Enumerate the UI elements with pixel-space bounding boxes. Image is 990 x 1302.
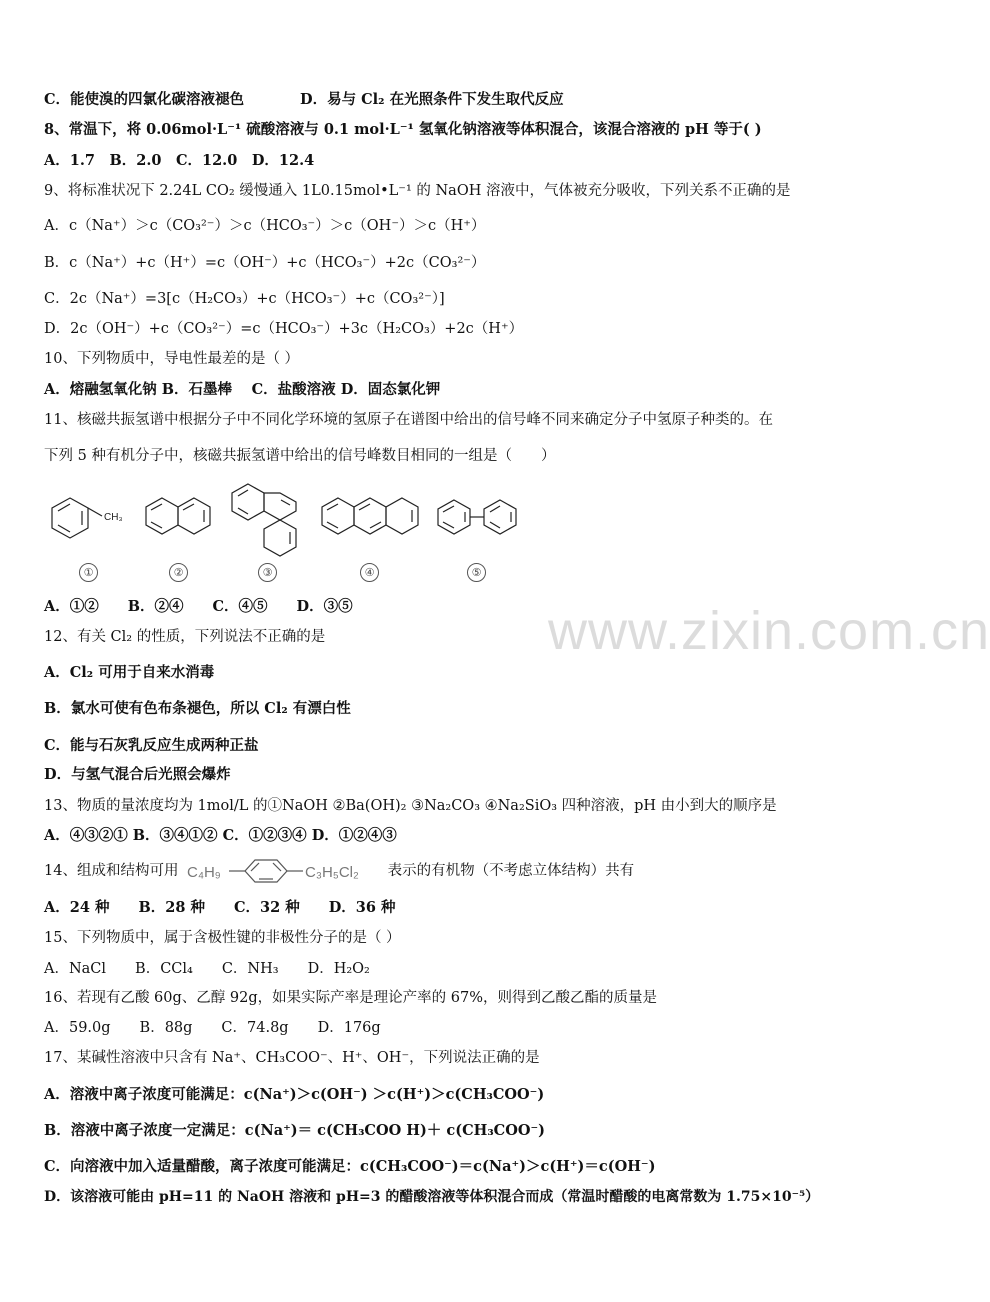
anthracene-structure [318,478,422,548]
q9-option-b: B．c（Na⁺）+c（H⁺）=c（OH⁻）+c（HCO₃⁻）+2c（CO₃²⁻） [44,255,486,271]
q17-stem: 17、某碱性溶液中只含有 Na⁺、CH₃COO⁻、H⁺、OH⁻，下列说法正确的是 [44,1050,540,1066]
ch3-label: CH₃ [104,512,123,523]
molecule-label-4: ④ [360,563,379,582]
q10-options: A．熔融氢氧化钠 B．石墨棒 C．盐酸溶液 D．固态氯化钾 [44,381,441,398]
phenanthrene-structure [226,480,308,550]
q13-options: A．④③②① B．③④①② C．①②③④ D．①②④③ [44,827,397,844]
q14-options: A．24 种 B．28 种 C．32 种 D．36 种 [44,899,396,916]
q14-structure-formula [185,856,381,886]
watermark: www.zixin.com.cn [548,601,990,661]
q17-option-a: A．溶液中离子浓度可能满足：c(Na⁺)＞c(OH⁻) ＞c(H⁺)＞c(CH₃COO⁻) [44,1086,545,1103]
molecule-label-3: ③ [258,563,277,582]
q15-stem: 15、下列物质中，属于含极性键的非极性分子的是（ ） [44,930,401,946]
q13-stem: 13、物质的量浓度均为 1mol/L 的①NaOH ②Ba(OH)₂ ③Na₂CO₃ ④Na₂SiO₃ 四种溶液，pH 由小到大的顺序是 [44,798,777,814]
q8-stem: 8、常温下，将 0.06mol·L⁻¹ 硫酸溶液与 0.1 mol·L⁻¹ 氢氧化钠溶液等体积混合，该混合溶液的 pH 等于( ) [44,121,762,138]
q9-option-d: D．2c（OH⁻）+c（CO₃²⁻）=c（HCO₃⁻）+3c（H₂CO₃）+2c（H⁺） [44,321,524,337]
q12-option-c: C．能与石灰乳反应生成两种正盐 [44,737,259,754]
q17-option-c: C．向溶液中加入适量醋酸，离子浓度可能满足：c(CH₃COO⁻)＝c(Na⁺)＞c(H⁺)＝c(OH⁻) [44,1158,656,1175]
q16-options: A．59.0g B．88g C．74.8g D．176g [44,1020,381,1036]
molecule-label-5: ⑤ [467,563,486,582]
q9-option-c: C．2c（Na⁺）=3[c（H₂CO₃）+c（HCO₃⁻）+c（CO₃²⁻）] [44,291,445,307]
q14-stem-pre: 14、组成和结构可用 [44,863,179,879]
q17-option-b: B．溶液中离子浓度一定满足：c(Na⁺)＝ c(CH₃COO H)＋ c(CH₃COO⁻) [44,1122,545,1139]
q14-stem-post: 表示的有机物（不考虑立体结构）共有 [387,863,635,879]
q11-stem-line1: 11、核磁共振氢谱中根据分子中不同化学环境的氢原子在谱图中给出的信号峰不同来确定分子中氢原子种类的。在 [44,412,773,428]
q7-option-d: D．易与 Cl₂ 在光照条件下发生取代反应 [300,91,564,108]
q16-stem: 16、若现有乙酸 60g、乙醇 92g，如果实际产率是理论产率的 67%，则得到乙酸乙酯的质量是 [44,990,657,1006]
molecule-label-2: ② [169,563,188,582]
q14-stem [44,856,634,886]
q9-stem: 9、将标准状况下 2.24L CO₂ 缓慢通入 1L0.15mol•L⁻¹ 的 NaOH 溶液中，气体被充分吸收，下列关系不正确的是 [44,183,791,199]
naphthalene-structure [142,478,218,548]
q15-options: A．NaCl B．CCl₄ C．NH₃ D．H₂O₂ [44,961,370,977]
q12-option-a: A．Cl₂ 可用于自来水消毒 [44,664,215,681]
q10-stem: 10、下列物质中，导电性最差的是（ ） [44,351,300,367]
q7-option-c: C．能使溴的四氯化碳溶液褪色 [44,91,245,108]
q14-left-group: C₄H₉ [187,864,221,881]
q9-option-a: A．c（Na⁺）＞c（CO₃²⁻）＞c（HCO₃⁻）＞c（OH⁻）＞c（H⁺） [44,218,486,234]
toluene-structure [44,478,134,548]
q11-stem-line2: 下列 5 种有机分子中，核磁共振氢谱中给出的信号峰数目相同的一组是（ ） [44,448,556,464]
q12-stem: 12、有关 Cl₂ 的性质，下列说法不正确的是 [44,629,326,645]
q17-option-d: D．该溶液可能由 pH=11 的 NaOH 溶液和 pH=3 的醋酸溶液等体积混合而成（常温时醋酸的电离常数为 1.75×10⁻⁵） [44,1189,820,1205]
q14-right-group: C₃H₅Cl₂ [305,864,359,881]
q12-option-b: B．氯水可使有色布条褪色，所以 Cl₂ 有漂白性 [44,700,351,717]
biphenyl-structure [434,478,524,548]
q12-option-d: D．与氢气混合后光照会爆炸 [44,766,231,783]
q8-options: A．1.7 B．2.0 C．12.0 D．12.4 [44,152,315,169]
q11-options: A．①② B．②④ C．④⑤ D．③⑤ [44,598,353,615]
molecule-label-1: ① [79,563,98,582]
